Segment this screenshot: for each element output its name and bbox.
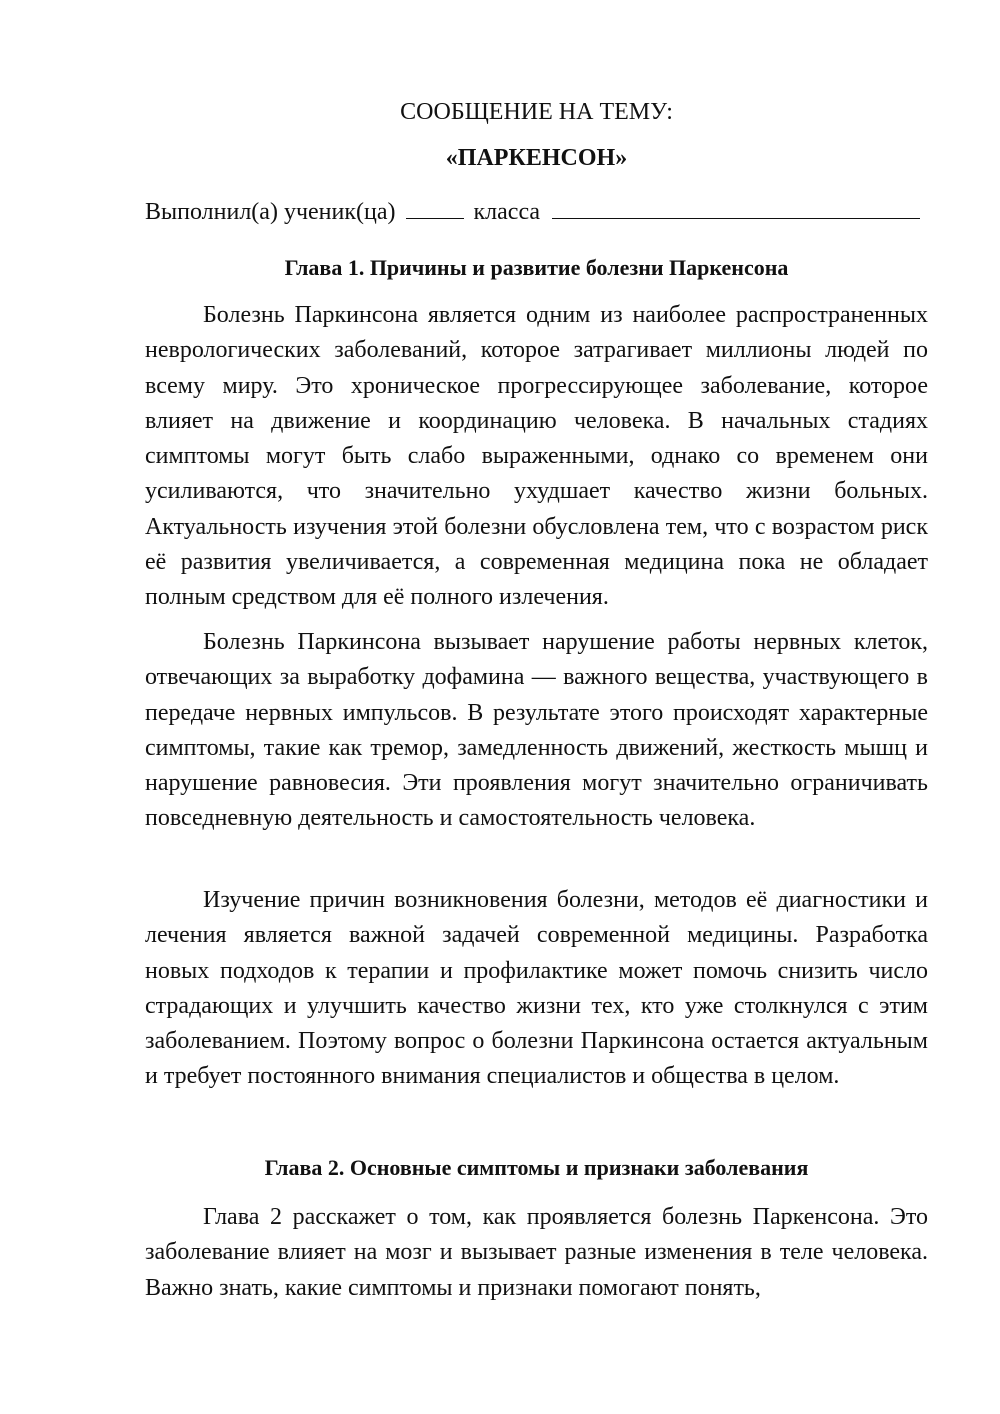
chapter-1-paragraph-2: Болезнь Паркинсона вызывает нарушение работы нервных клеток, отвечающих за выработку дофамина — важного вещества, участвующего в передаче нервных импульсов. В результате этого происходят характерные симптомы, такие как тремор, замедленность движений, жесткость мышц и нарушение равновесия. Эти проявления могут значительно ограничивать повседневную деятельность и самостоятельность человека.: [145, 629, 928, 832]
author-name-blank: [552, 198, 920, 219]
author-line: [145, 197, 928, 227]
class-label: класса: [473, 199, 541, 225]
document-title-line-1: СООБЩЕНИЕ НА ТЕМУ:: [400, 99, 673, 125]
chapter-2-paragraph-1: Глава 2 расскажет о том, как проявляется болезнь Паркенсона. Это заболевание влияет на мозг и вызывает разные изменения в теле человека. Важно знать, какие симптомы и признаки помогают понять,: [145, 1204, 928, 1301]
class-number-blank: [406, 198, 464, 219]
chapter-1-heading: Глава 1. Причины и развитие болезни Паркенсона: [284, 255, 789, 280]
chapter-2-heading: Глава 2. Основные симптомы и признаки заболевания: [264, 1155, 809, 1180]
chapter-1-paragraph-3: Изучение причин возникновения болезни, методов её диагностики и лечения является важной задачей современной медицины. Разработка новых подходов к терапии и профилактике может помочь снизить число страдающих и улучшить качество жизни тех, кто уже столкнулся с этим заболеванием. Поэтому вопрос о болезни Паркинсона остается актуальным и требует постоянного внимания специалистов и общества в целом.: [145, 887, 928, 1090]
chapter-1-paragraph-1: Болезнь Паркинсона является одним из наиболее распространенных неврологических заболеваний, которое затрагивает миллионы людей по всему миру. Это хроническое прогрессирующее заболевание, которое влияет на движение и координацию человека. В начальных стадиях симптомы могут быть слабо выраженными, однако со временем они усиливаются, что значительно ухудшает качество жизни больных. Актуальность изучения этой болезни обусловлена тем, что с возрастом риск её развития увеличивается, а современная медицина пока не обладает полным средством для её полного излечения.: [145, 302, 928, 611]
author-label: Выполнил(а) ученик(ца): [145, 199, 396, 225]
document-title-line-2: «ПАРКЕНСОН»: [445, 145, 628, 171]
